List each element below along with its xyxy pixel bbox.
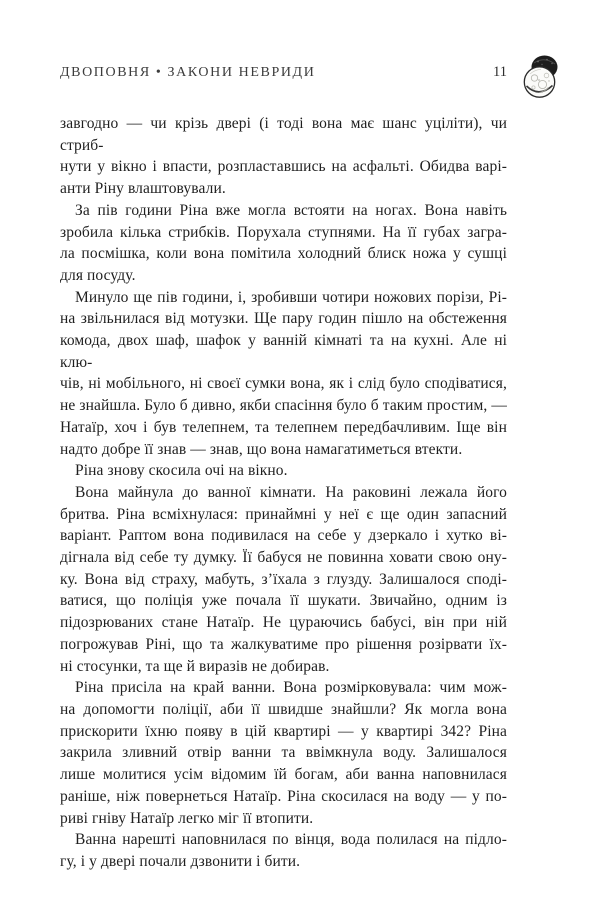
- text-line: ку. Вона від страху, мабуть, з’їхала з глузду. Залишалося споді-: [60, 570, 507, 588]
- text-line: чів, ні мобільного, ні своєї сумки вона, як і слід було сподіватися,: [60, 375, 507, 393]
- text-line: на звільнилася від мотузки. Ще пару годин пішло на обстеження: [60, 310, 507, 328]
- text-line: комода, двох шаф, шафок у ванній кімнаті та на кухні. Але ні клю-: [60, 332, 507, 371]
- paragraph: [60, 113, 507, 200]
- running-title: ДВОПОВНЯ • ЗАКОНИ НЕВРИДИ: [60, 65, 316, 80]
- text-line: ні стосунки, та ще й виразів не добирав.: [60, 657, 330, 675]
- text-line: Вона майнула до ванної кімнати. На раковині лежала його: [75, 483, 507, 501]
- text-line: бритва. Ріна всміхнулася: принаймні у неї є ще один запасний: [60, 505, 507, 523]
- text-line: не знайшла. Було б дивно, якби спасіння було б таким простим, —: [60, 397, 507, 415]
- text-line: прискорити їхню появу в цій квартирі — у квартирі 342? Ріна: [60, 722, 507, 740]
- paragraph: [60, 287, 507, 461]
- paragraph: [60, 829, 507, 872]
- text-line: лише молитися усім відомим їй богам, аби ванна наповнилася: [60, 766, 507, 784]
- text-line: гу, і у двері почали дзвонити і бити.: [60, 852, 301, 870]
- text-line: для посуду.: [60, 266, 136, 284]
- paragraph: [60, 200, 507, 287]
- text-line: Натаїр, хоч і був телепнем, та телепнем передбачливим. Іще він: [60, 418, 507, 436]
- text-line: анти Ріну влаштовували.: [60, 180, 226, 198]
- text-line: За пів години Ріна вже могла встояти на ногах. Вона навіть: [75, 201, 507, 219]
- text-line: нути у вікно і впасти, розпластавшись на асфальті. Обидва варі-: [60, 158, 507, 176]
- text-line: Ріна присіла на край ванни. Вона розмірковувала: чим мож-: [75, 679, 507, 697]
- paragraph: [60, 482, 507, 677]
- text-line: ла посмішка, коли вона помітила холодний блиск ножа у сушці: [60, 245, 507, 263]
- text-line: закрила зливний отвір ванни та ввімкнула воду. Залишалося: [60, 744, 507, 762]
- text-line: Ріна знову скосила очі на вікно.: [75, 462, 288, 480]
- text-line: раніше, ніж повернеться Натаїр. Ріна скосилася на воду — у по-: [60, 787, 507, 805]
- text-line: ватися, що поліція уже почала її шукати. Звичайно, одним із: [60, 592, 507, 610]
- text-line: підозрюваних стане Натаїр. Не цураючись бабусі, він при ній: [60, 614, 507, 632]
- text-line: на допомогти поліції, аби її швидше знайшли? Як могла вона: [60, 700, 507, 718]
- text-line: Минуло ще пів години, і, зробивши чотири ножових порізи, Рі-: [75, 288, 507, 306]
- text-line: погрожував Ріні, що та жалкуватиме про рішення розірвати їх-: [60, 635, 507, 653]
- text-line: завгодно — чи крізь двері (і тоді вона має шанс уціліти), чи стриб-: [60, 115, 507, 154]
- moon-logo-icon: [523, 54, 561, 102]
- paragraph: [60, 677, 507, 829]
- text-line: Ванна нарешті наповнилася по вінця, вода полилася на підло-: [75, 831, 507, 849]
- running-header: [60, 64, 507, 81]
- text-line: надто добре її знав — знав, що вона намагатиметься втекти.: [60, 440, 463, 458]
- paragraph: [60, 460, 507, 482]
- page-body: [60, 113, 507, 873]
- page-number: 11: [493, 64, 507, 80]
- text-line: дігнала від себе ту думку. Її бабуся не повинна ховати свою ону-: [60, 549, 507, 567]
- text-line: варіант. Раптом вона подивилася на себе у дзеркало і хутко ві-: [60, 527, 507, 545]
- text-line: риві гніву Натаїр легко міг її втопити.: [60, 809, 314, 827]
- text-line: зробила кілька стрибків. Порухала ступнями. На її губах загра-: [60, 223, 507, 241]
